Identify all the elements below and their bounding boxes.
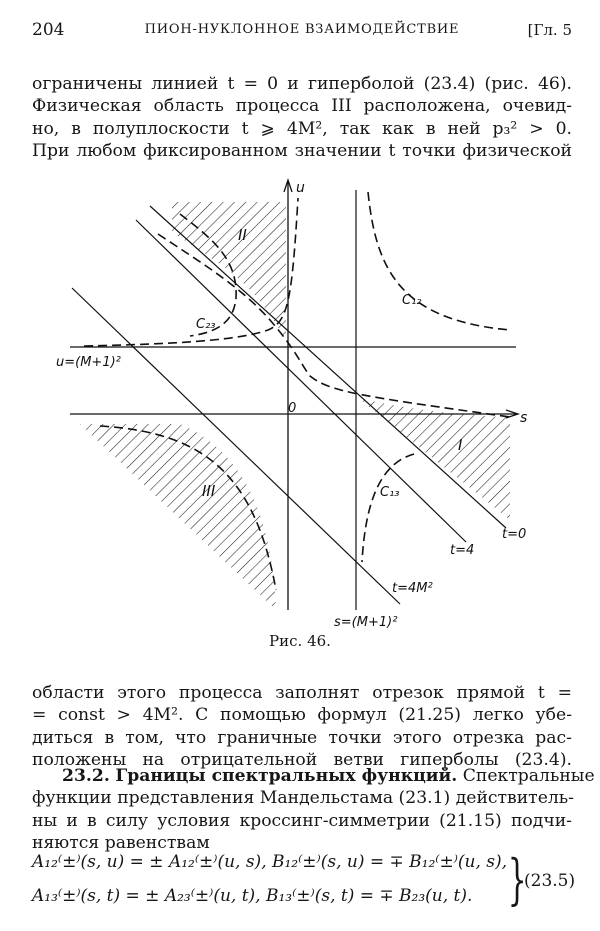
text-line: функции представления Мандельстама (23.1) действитель- [32,788,574,809]
line-s-label: s=(M+1)² [334,615,398,630]
region-iii-label: III [202,482,216,500]
page-number: 204 [32,20,65,40]
region-i-label: I [458,436,463,454]
line-t4-label: t=4 [450,543,475,558]
paragraph-intro [32,73,572,162]
curve-c23-label: C₂₃ [196,317,216,332]
section-number: 23.2. [62,766,110,786]
text-line: Спектральные [462,766,595,786]
text-line: ны и в силу условия кроссинг-симметрии (21.15) подчи- [32,810,572,831]
curve-c13-dashed [362,454,414,562]
line-u-label: u=(M+1)² [56,355,121,370]
curve-c12-dashed [368,192,510,330]
figure-caption: Рис. 46. [269,632,331,650]
text-line: области этого процесса заполнят отрезок прямой t = [32,683,572,703]
text-line: но, в полуплоскости t ⩾ 4M², так как в ней p₃² > 0. [32,118,572,139]
curve-c12-label: C₁₂ [402,293,422,308]
text-line: Физическая область процесса III расположена, очевид- [32,96,572,117]
section-23-2 [32,765,595,854]
text-line: положены на отрицательной ветви гиперболы (23.4). [32,749,572,770]
equation-line-1: A₁₂⁽±⁾(s, u) = ± A₁₂⁽±⁾(u, s), B₁₂⁽±⁾(s, u) = ∓ B₁₂⁽±⁾(u, s), [32,852,508,872]
axis-s-label: s [520,410,528,426]
equation-23-5 [32,846,576,916]
section-title: Границы спектральных функций. [115,766,458,786]
text-line: ограничены линией t = 0 и гиперболой (23.4) (рис. 46). [32,74,572,94]
text-line: При любом фиксированном значении t точки физической [32,140,572,161]
region-iii-hatch [80,424,276,610]
line-t4m2-label: t=4M² [392,581,433,596]
origin-label: 0 [288,401,297,416]
chapter-marker: [Гл. 5 [527,21,572,39]
equation-number: (23.5) [524,871,576,891]
text-line: = const > 4M². С помощью формул (21.25) легко убе- [32,705,572,726]
equation-line-2: A₁₃⁽±⁾(s, t) = ± A₂₃⁽±⁾(u, t), B₁₃⁽±⁾(s, t) = ∓ B₂₃(u, t). [32,886,473,906]
text-line: диться в том, что граничные точки этого отрезка рас- [32,727,572,748]
line-t0-label: t=0 [502,527,527,542]
curve-c13-label: C₁₃ [380,485,400,500]
running-title: ПИОН-НУКЛОННОЕ ВЗАИМОДЕЙСТВИЕ [144,22,460,37]
mandelstam-diagram [40,170,560,630]
axis-u-label: u [296,180,305,196]
text-line: няются равенствам [32,832,210,853]
paragraph-continuation [32,682,572,771]
section-heading-line [32,765,595,787]
region-ii-label: II [238,226,247,244]
page-header [32,20,572,44]
figure-46 [40,170,560,630]
equation-brace: } [507,848,527,911]
